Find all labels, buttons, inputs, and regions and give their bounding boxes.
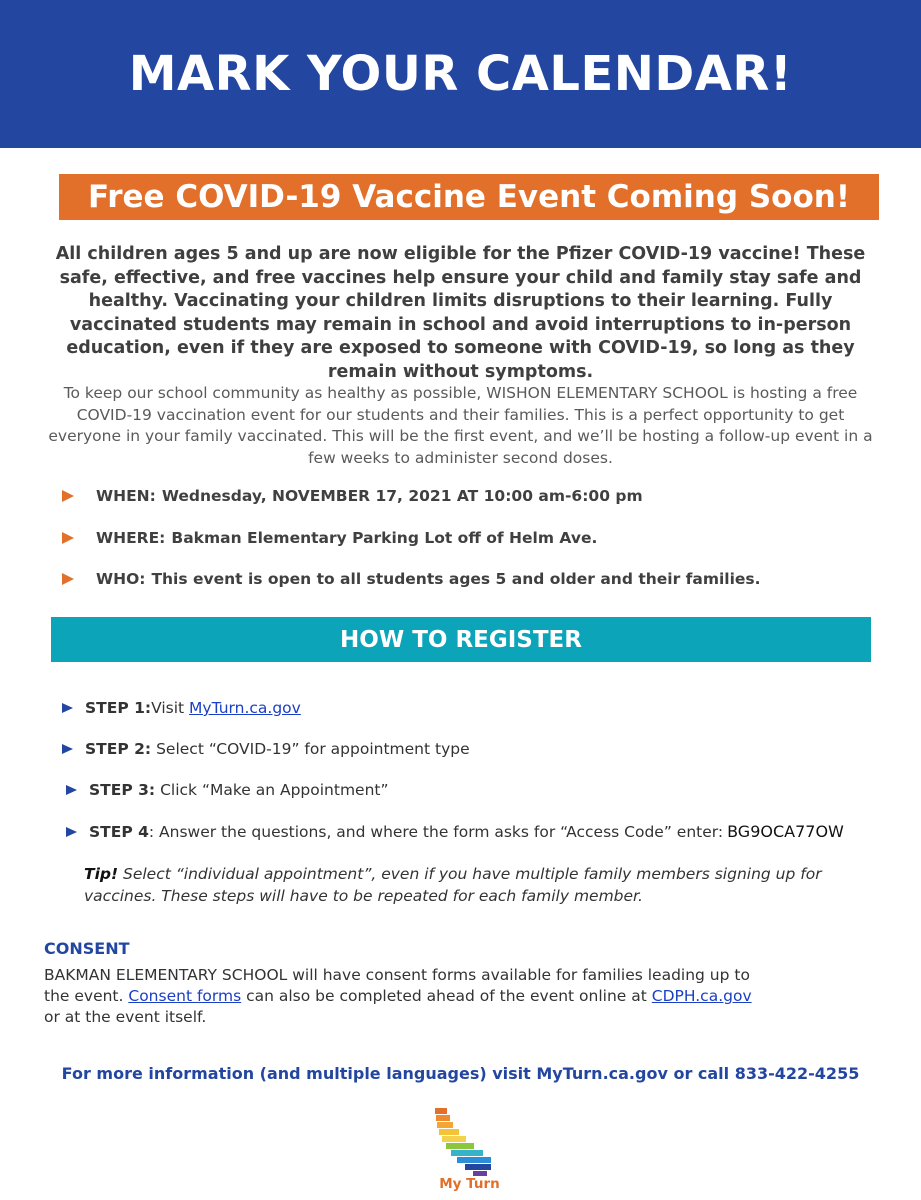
step-4 (66, 822, 844, 841)
detail-text: Wednesday, NOVEMBER 17, 2021 AT 10:00 am-6:00 pm (161, 487, 643, 505)
consent-line-2-mid: can also be completed ahead of the event online at (241, 987, 652, 1005)
consent-text (44, 965, 844, 1028)
detail-text: Bakman Elementary Parking Lot off of Helm Ave. (171, 529, 598, 547)
event-banner (59, 174, 879, 220)
more-info-line: For more information (and multiple languages) visit MyTurn.ca.gov or call 833-422-4255 (61, 1064, 860, 1083)
step-arrow-icon (62, 703, 73, 713)
step-text: Select “COVID-19” for appointment type (156, 740, 470, 758)
detail-label: WHERE: (96, 529, 166, 547)
event-title: Free COVID-19 Vaccine Event Coming Soon! (88, 179, 850, 215)
tip-label: Tip! (84, 865, 119, 883)
event-description: To keep our school community as healthy as possible, WISHON ELEMENTARY SCHOOL is hosting a free COVID-19 vaccination event for our students and their families. This is a perfect opportunity to get everyone in your family vaccinated. This will be the first event, and we’ll be hosting a follow-up event in a few weeks to administer second doses. (48, 384, 873, 467)
step-arrow-icon (66, 785, 77, 795)
tip-text: Select “individual appointment”, even if you have multiple family members signing up for vaccines. These steps will have to be repeated for each family member. (84, 865, 822, 905)
tip-note (84, 864, 864, 907)
step-label: STEP 2: (85, 740, 152, 758)
myturn-link[interactable]: MyTurn.ca.gov (189, 699, 301, 717)
bullet-arrow-icon (62, 490, 74, 502)
detail-when (62, 487, 643, 505)
step-arrow-icon (62, 744, 73, 754)
header-banner (0, 0, 921, 148)
detail-label: WHEN: (96, 487, 156, 505)
intro-paragraph: All children ages 5 and up are now eligible for the Pfizer COVID-19 vaccine! These safe, effective, and free vaccines help ensure your child and family stay safe and healthy. Vaccinating your children limits disruptions to their learning. Fully vaccinated students may remain in school and avoid interruptions to in-person education, even if they are exposed to someone with COVID-19, so long as they remain without symptoms. (55, 244, 866, 382)
detail-where (62, 529, 597, 547)
register-title: HOW TO REGISTER (340, 626, 582, 653)
step-text: Visit (151, 699, 190, 717)
step-arrow-icon (66, 827, 77, 837)
cdph-link[interactable]: CDPH.ca.gov (651, 987, 752, 1005)
consent-line-2-pre: the event. (44, 987, 129, 1005)
logo-text: My Turn (439, 1176, 500, 1192)
detail-label: WHO: (96, 570, 146, 588)
step-text: Click “Make an Appointment” (160, 781, 389, 799)
consent-forms-link[interactable]: Consent forms (128, 987, 242, 1005)
california-stripes-icon (425, 1106, 500, 1178)
step-label: STEP 1: (85, 699, 152, 717)
consent-line-3: or at the event itself. (44, 1008, 207, 1026)
bullet-arrow-icon (62, 532, 74, 544)
my-turn-logo (425, 1106, 500, 1196)
detail-who (62, 570, 761, 588)
consent-heading: CONSENT (44, 939, 130, 958)
step-text: : Answer the questions, and where the form asks for “Access Code” enter: (148, 822, 724, 841)
step-1 (62, 699, 301, 717)
step-label: STEP 3: (89, 781, 156, 799)
detail-text: This event is open to all students ages 5 and older and their families. (151, 570, 761, 588)
how-to-register-banner (51, 617, 871, 662)
consent-line-1: BAKMAN ELEMENTARY SCHOOL will have consent forms available for families leading up to (44, 966, 750, 984)
step-3 (66, 781, 389, 799)
step-2 (62, 740, 470, 758)
access-code: BG9OCA77OW (727, 822, 844, 841)
page-title: MARK YOUR CALENDAR! (128, 46, 793, 102)
bullet-arrow-icon (62, 573, 74, 585)
step-label: STEP 4 (89, 822, 149, 841)
